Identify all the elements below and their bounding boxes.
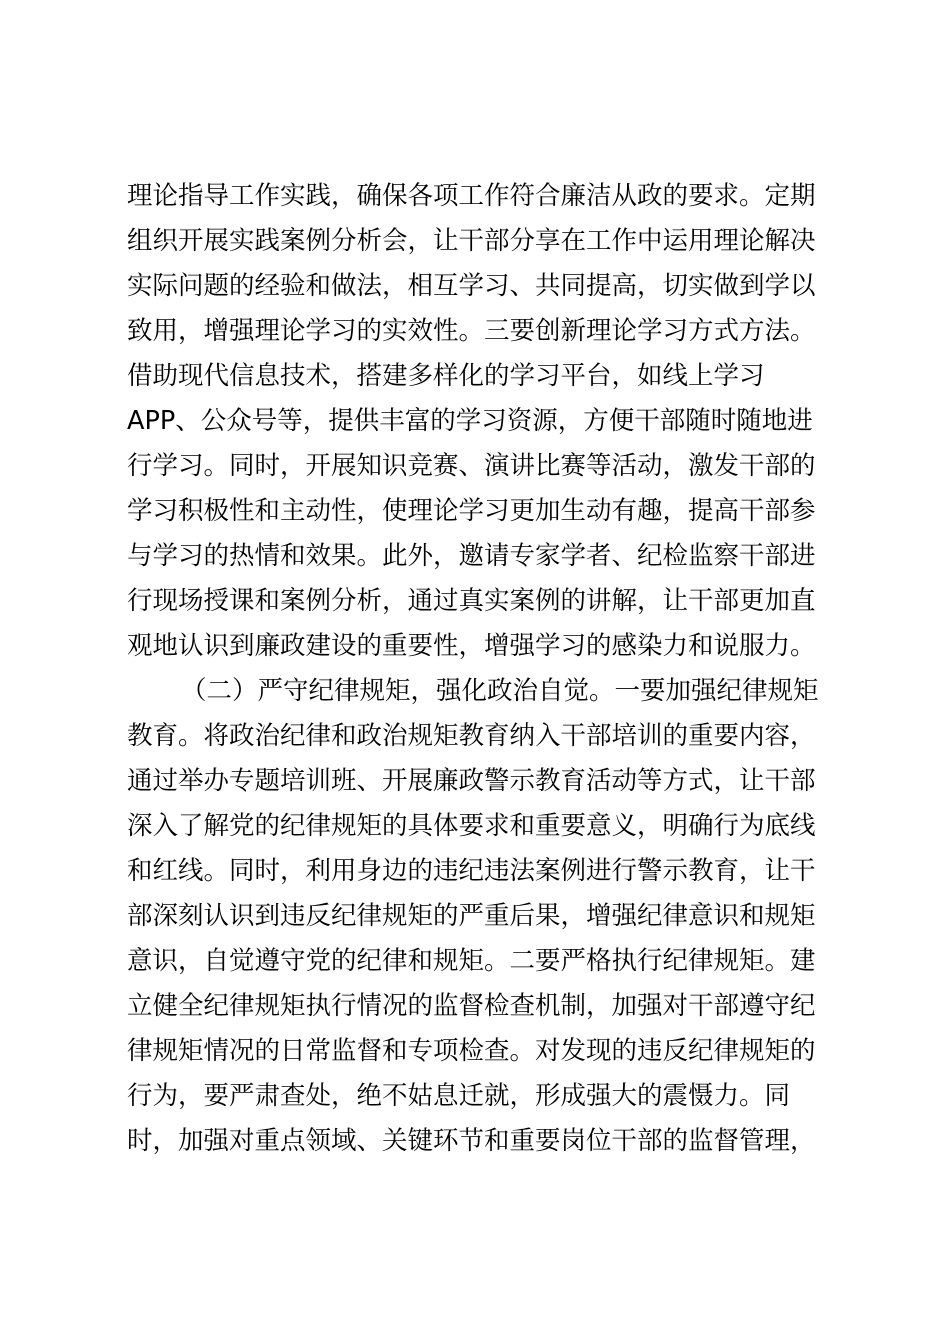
- text-line: 时，加强对重点领域、关键环节和重要岗位干部的监督管理，: [127, 1126, 816, 1156]
- text-line: 行为，要严肃查处，绝不姑息迁就，形成强大的震慑力。同: [127, 1081, 791, 1111]
- text-line: 和红线。同时，利用身边的违纪违法案例进行警示教育，让干: [127, 856, 816, 886]
- text-line: 部深刻认识到违反纪律规矩的严重后果，增强纪律意识和规矩: [127, 901, 816, 931]
- text-line: APP、公众号等，提供丰富的学习资源，方便干部随时随地进: [127, 406, 813, 436]
- text-line: 与学习的热情和效果。此外，邀请专家学者、纪检监察干部进: [127, 541, 816, 571]
- text-line: 实际问题的经验和做法，相互学习、共同提高，切实做到学以: [127, 271, 816, 301]
- text-line: 观地认识到廉政建设的重要性，增强学习的感染力和说服力。: [127, 631, 816, 661]
- text-line: 立健全纪律规矩执行情况的监督检查机制，加强对干部遵守纪: [127, 991, 816, 1021]
- text-line: 致用，增强理论学习的实效性。三要创新理论学习方式方法。: [127, 316, 816, 346]
- text-line: 教育。将政治纪律和政治规矩教育纳入干部培训的重要内容，: [127, 721, 816, 751]
- text-line: 深入了解党的纪律规矩的具体要求和重要意义，明确行为底线: [127, 811, 816, 841]
- text-line: 借助现代信息技术，搭建多样化的学习平台，如线上学习: [127, 361, 765, 391]
- text-line: 意识，自觉遵守党的纪律和规矩。二要严格执行纪律规矩。建: [127, 946, 816, 976]
- text-line: 行学习。同时，开展知识竞赛、演讲比赛等活动，激发干部的: [127, 451, 816, 481]
- text-line: 组织开展实践案例分析会，让干部分享在工作中运用理论解决: [127, 226, 816, 256]
- text-line: 理论指导工作实践，确保各项工作符合廉洁从政的要求。定期: [127, 181, 816, 211]
- section-heading-line: （二）严守纪律规矩，强化政治自觉。一要加强纪律规矩: [181, 676, 819, 706]
- text-line: 律规矩情况的日常监督和专项检查。对发现的违反纪律规矩的: [127, 1036, 816, 1066]
- text-line: 学习积极性和主动性，使理论学习更加生动有趣，提高干部参: [127, 496, 816, 526]
- text-line: 通过举办专题培训班、开展廉政警示教育活动等方式，让干部: [127, 766, 816, 796]
- body-text: [127, 174, 827, 1164]
- text-line: 行现场授课和案例分析，通过真实案例的讲解，让干部更加直: [127, 586, 816, 616]
